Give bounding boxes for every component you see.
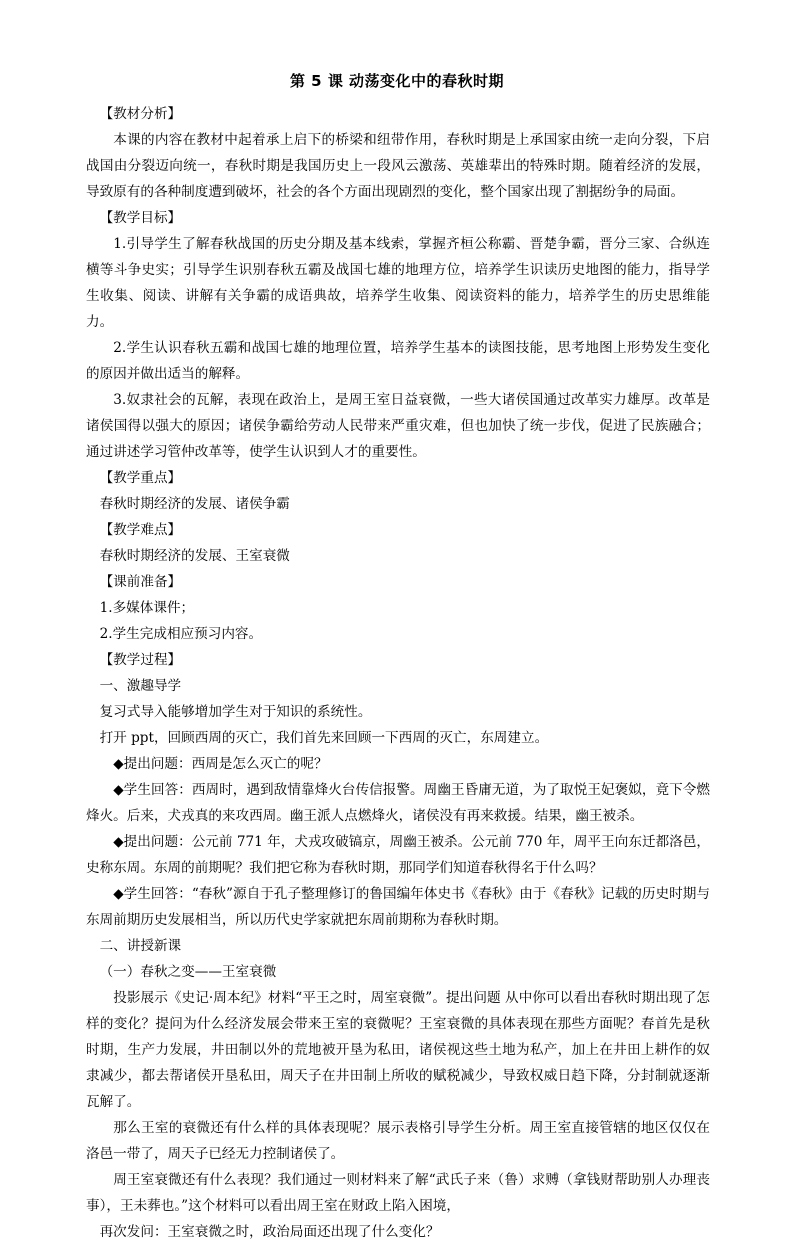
paragraph: 【教学过程】	[99, 652, 182, 668]
paragraph: ◆提出问题：公元前 771 年，犬戎攻破镐京，周幽王被杀。公元前 770 年，周平王向东迁都洛邑，史称东周。东周的前期呢？我们把它称为春秋时期，那同学们知道春秋得名于什么吗？	[86, 834, 710, 876]
paragraph: 2.学生完成相应预习内容。	[99, 626, 263, 642]
paragraph: 春秋时期经济的发展、王室衰微	[99, 548, 290, 564]
paragraph: ◆提出问题：西周是怎么灭亡的呢？	[113, 756, 328, 772]
paragraph: 2.学生认识春秋五霸和战国七雄的地理位置，培养学生基本的读图技能，思考地图上形势发生变化的原因并做出适当的解释。	[86, 340, 710, 382]
paragraph: 3.奴隶社会的瓦解，表现在政治上，是周王室日益衰微，一些大诸侯国通过改革实力雄厚。改革是诸侯国得以强大的原因；诸侯争霸给劳动人民带来严重灾难，但也加快了统一步伐，促进了民族融合；通过讲述学习管仲改革等，使学生认识到人才的重要性。	[86, 392, 710, 460]
paragraph: 打开 ppt，回顾西周的灭亡，我们首先来回顾一下西周的灭亡，东周建立。	[99, 730, 549, 746]
paragraph: 本课的内容在教材中起着承上启下的桥梁和纽带作用，春秋时期是上承国家由统一走向分裂，下启战国由分裂迈向统一，春秋时期是我国历史上一段风云激荡、英雄辈出的特殊时期。随着经济的发展，导致原有的各种制度遭到破坏，社会的各个方面出现剧烈的变化，整个国家出现了割据纷争的局面。	[86, 132, 710, 200]
paragraph: 【教学重点】	[99, 470, 182, 486]
paragraph: 【教学难点】	[99, 522, 182, 538]
paragraph: 再次发问：王室衰微之时，政治局面还出现了什么变化？	[99, 1224, 440, 1240]
paragraph: 【课前准备】	[99, 574, 182, 590]
paragraph: 周王室衰微还有什么表现？我们通过一则材料来了解“武氏子来（鲁）求赙（拿钱财帮助别人办理丧事），王未葬也。”这个材料可以看出周王室在财政上陷入困境，	[86, 1172, 710, 1214]
lesson-title: 第 5 课 动荡变化中的春秋时期	[289, 72, 505, 90]
paragraph: 投影展示《史记·周本纪》材料“平王之时，周室衰微”。提出问题 从中你可以看出春秋时期出现了怎样的变化？提问为什么经济发展会带来王室的衰微呢？王室衰微的具体表现在那些方面呢？春首先是秋时期，生产力发展，井田制以外的荒地被开垦为私田，诸侯视这些土地为私产，加上在井田上耕作的奴隶减少，都去帮诸侯开垦私田，周天子在井田制上所收的赋税减少，导致权威日趋下降，分封制就逐渐瓦解了。	[86, 990, 710, 1110]
paragraph: 春秋时期经济的发展、诸侯争霸	[99, 496, 290, 512]
paragraph: ◆学生回答：西周时，遇到敌情靠烽火台传信报警。周幽王昏庸无道，为了取悦王妃褒姒，竟下令燃烽火。后来，犬戎真的来攻西周。幽王派人点燃烽火，诸侯没有再来救援。结果，幽王被杀。	[86, 782, 710, 824]
paragraph: 那么王室的衰微还有什么样的具体表现呢？展示表格引导学生分析。周王室直接管辖的地区仅仅在洛邑一带了，周天子已经无力控制诸侯了。	[86, 1120, 710, 1162]
paragraph: 二、讲授新课	[99, 938, 182, 954]
paragraph: 一、激趣导学	[99, 678, 182, 694]
paragraph: 复习式导入能够增加学生对于知识的系统性。	[99, 704, 372, 720]
paragraph: （一）春秋之变——王室衰微	[99, 964, 277, 980]
paragraph: 1.引导学生了解春秋战国的历史分期及基本线索，掌握齐桓公称霸、晋楚争霸，晋分三家、合纵连横等斗争史实；引导学生识别春秋五霸及战国七雄的地理方位，培养学生识读历史地图的能力，指导学生收集、阅读、讲解有关争霸的成语典故，培养学生收集、阅读资料的能力，培养学生的历史思维能力。	[86, 236, 710, 330]
lesson-body	[86, 101, 710, 1245]
paragraph: 【教学目标】	[99, 210, 182, 226]
paragraph: ◆学生回答：“春秋”源自于孔子整理修订的鲁国编年体史书《春秋》由于《春秋》记载的历史时期与东周前期历史发展相当，所以历代史学家就把东周前期称为春秋时期。	[86, 886, 710, 928]
paragraph: 【教材分析】	[99, 106, 182, 122]
paragraph: 1.多媒体课件；	[99, 600, 195, 616]
